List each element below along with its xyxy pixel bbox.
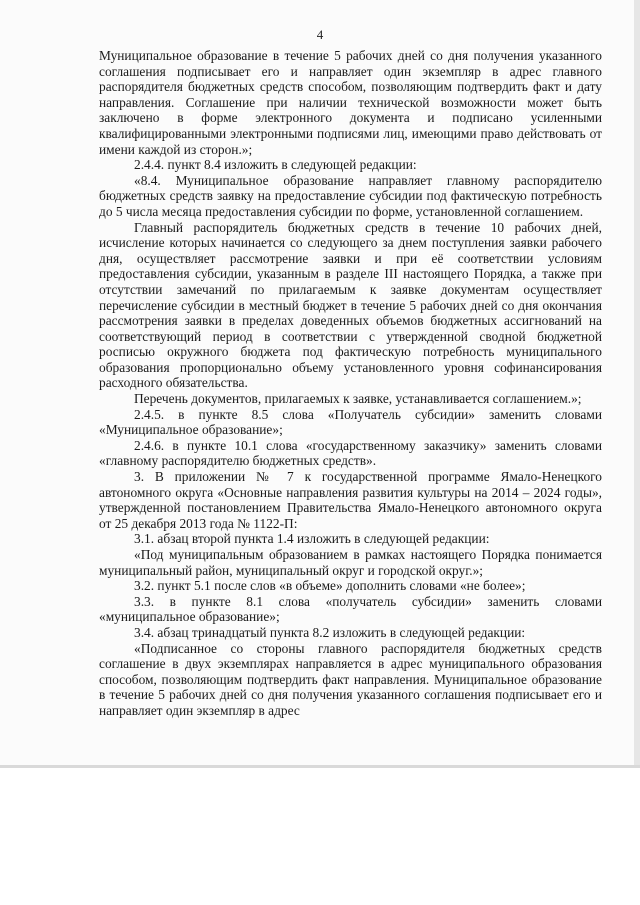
paragraph-10: «Под муниципальным образованием в рамках настоящего Порядка понимается муниципальный район, муниципальный округ и городской округ.»; xyxy=(99,547,602,578)
paragraph-3: «8.4. Муниципальное образование направляет главному распорядителю бюджетных средств заявку на предоставление субсидии под фактическую потребность до 5 числа месяца предоставления субсидии по форме, установленной соглашением. xyxy=(99,172,602,219)
paragraph-4: Главный распорядитель бюджетных средств в течение 10 рабочих дней, исчисление которых начинается со следующего за днем поступления заявки рабочего дня, осуществляет рассмотрение заявки и при её соответствии условиям предоставления субсидии, указанным в разделе III настоящего Порядка, а также при отсутствии замечаний по прилагаемым к заявке документам осуществляет перечисление субсидии в местный бюджет в течение 5 рабочих дней со дня окончания рассмотрения заявки в пределах доведенных объемов бюджетных ассигнований на соответствующий период в соответствии с утвержденной сводной бюджетной росписью окружного бюджета под фактическую потребность муниципального образования пропорционально объему установленного уровня софинансирования расходного обязательства. xyxy=(99,219,602,391)
page-number: 4 xyxy=(316,27,324,42)
paragraph-14: «Подписанное со стороны главного распорядителя бюджетных средств соглашение в двух экземплярах направляется в адрес муниципального образования способом, позволяющим подтвердить факт направления. Муниципальное образование в течение 5 рабочих дней со дня получения указанного соглашения подписывает его и направляет один экземпляр в адрес xyxy=(99,640,602,718)
paragraph-2: 2.4.4. пункт 8.4 изложить в следующей редакции: xyxy=(134,157,417,173)
paragraph-11: 3.2. пункт 5.1 после слов «в объеме» дополнить словами «не более»; xyxy=(134,578,526,594)
paragraph-7: 2.4.6. в пункте 10.1 слова «государственному заказчику» заменить словами «главному распорядителю бюджетных средств». xyxy=(99,437,602,469)
paragraph-9: 3.1. абзац второй пункта 1.4 изложить в следующей редакции: xyxy=(134,531,490,547)
paragraph-8: 3. В приложении № 7 к государственной программе Ямало-Ненецкого автономного округа «Основные направления развития культуры на 2014 – 2024 годы», утвержденной постановлением Правительства Ямало-Ненецкого автономного округа от 25 декабря 2013 года № 1122-П: xyxy=(99,469,602,531)
blank-area xyxy=(0,768,640,905)
document-body xyxy=(99,48,602,719)
paragraph-6: 2.4.5. в пункте 8.5 слова «Получатель субсидии» заменить словами «Муниципальное образование»; xyxy=(99,406,602,438)
paragraph-1: Муниципальное образование в течение 5 рабочих дней со дня получения указанного соглашения подписывает его и направляет один экземпляр в адрес главного распорядителя бюджетных средств способом, позволяющим подтвердить факт и дату направления. Соглашение при наличии технической возможности может быть заключено в форме электронного документа и подписано усиленными квалифицированными электронными подписями лиц, имеющими право действовать от имени каждой из сторон.»; xyxy=(99,48,602,157)
paragraph-5: Перечень документов, прилагаемых к заявке, устанавливается соглашением.»; xyxy=(134,391,582,407)
scan-edge-right xyxy=(634,0,640,768)
paragraph-12: 3.3. в пункте 8.1 слова «получатель субсидии» заменить словами «муниципальное образование»; xyxy=(99,593,602,625)
paragraph-13: 3.4. абзац тринадцатый пункта 8.2 изложить в следующей редакции: xyxy=(134,624,526,640)
